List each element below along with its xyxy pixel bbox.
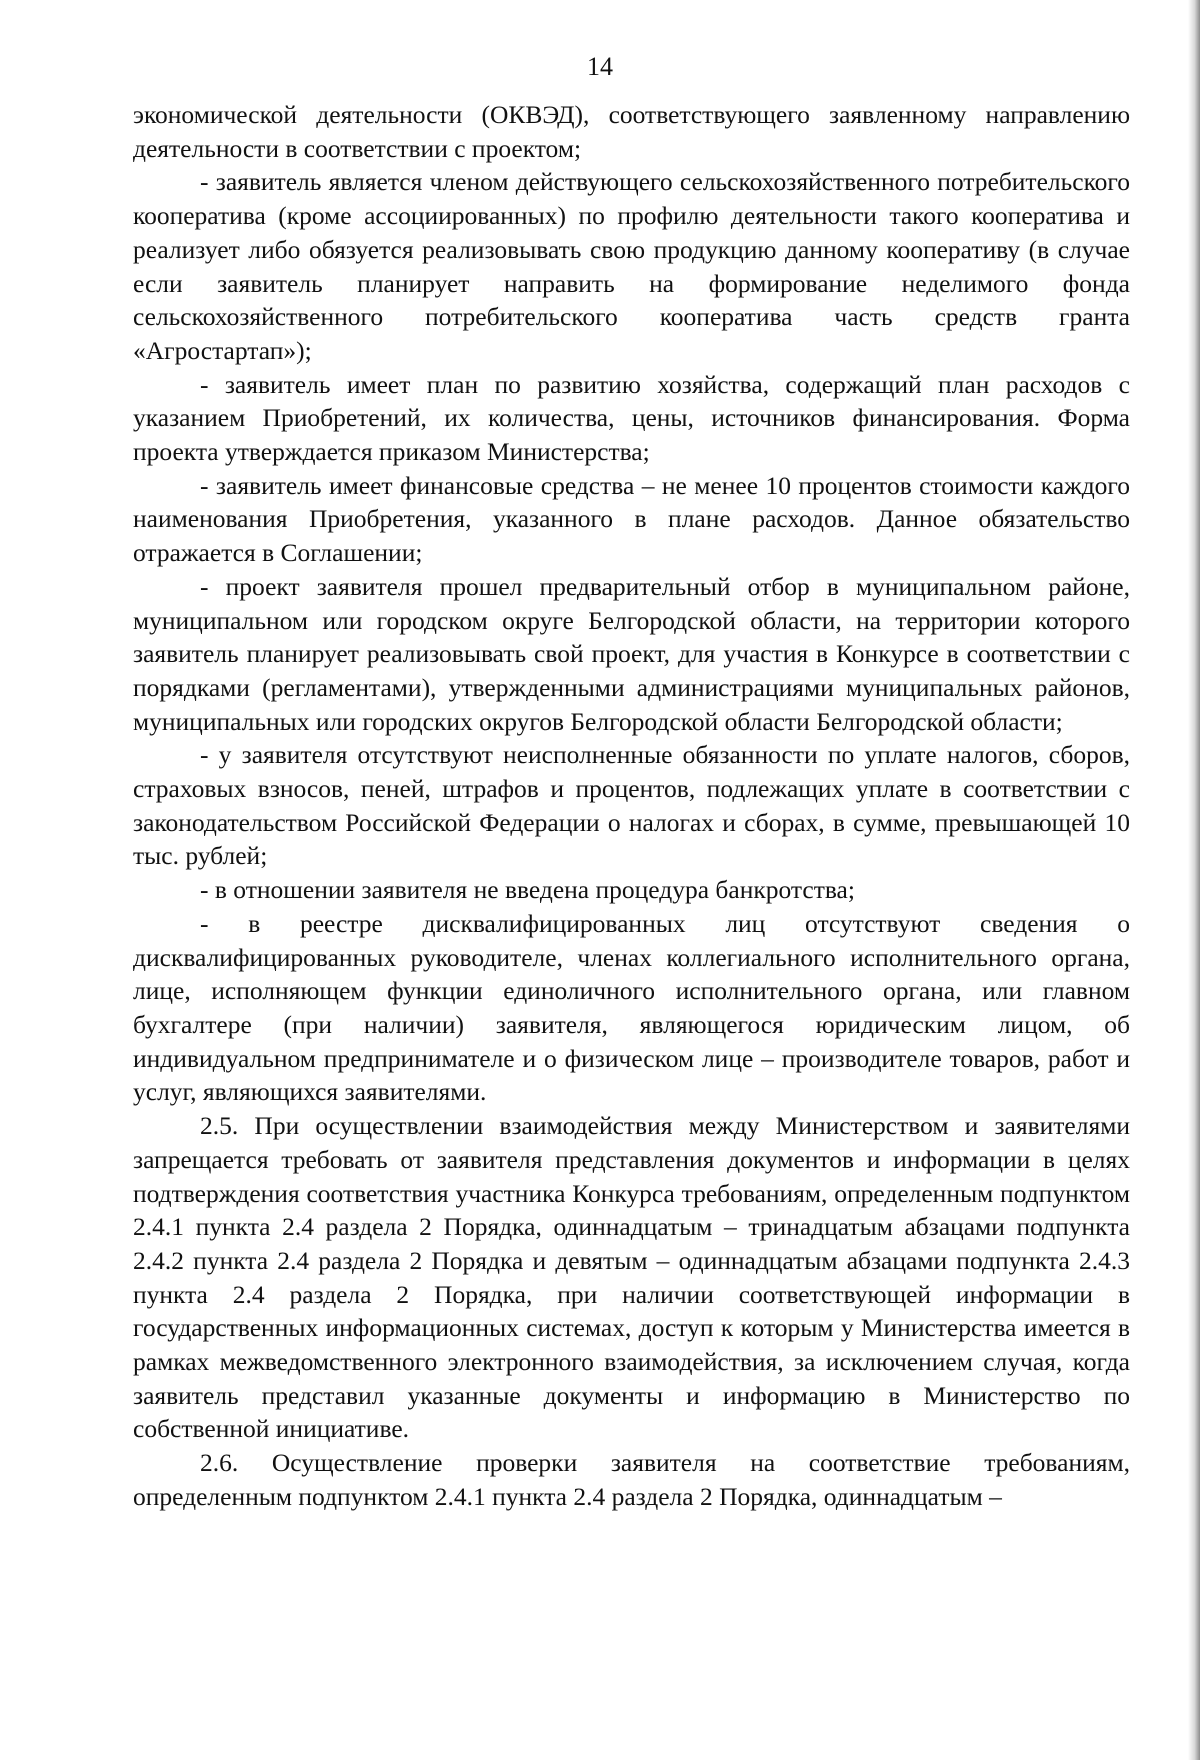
document-body (133, 98, 1130, 1514)
paragraph-section-2-6: 2.6. Осуществление проверки заявителя на соответствие требованиям, определенным подпунктом 2.4.1 пункта 2.4 раздела 2 Порядка, одиннадцатым – (133, 1448, 1130, 1511)
paragraph-section-2-5: 2.5. При осуществлении взаимодействия между Министерством и заявителями запрещается требовать от заявителя представления документов и информации в целях подтверждения соответствия участника Конкурса требованиям, определенным подпунктом 2.4.1 пункта 2.4 раздела 2 Порядка, одиннадцатым – тринадцатым абзацами подпункта 2.4.2 пункта 2.4 раздела 2 Порядка и девятым – одиннадцатым абзацами подпункта 2.4.3 пункта 2.4 раздела 2 Порядка, при наличии соответствующей информации в государственных информационных системах, доступ к которым у Министерства имеется в рамках межведомственного электронного взаимодействия, за исключением случая, когда заявитель представил указанные документы и информацию в Министерство по собственной инициативе. (133, 1111, 1130, 1444)
paragraph-preliminary-selection: - проект заявителя прошел предварительный отбор в муниципальном районе, муниципальном или городском округе Белгородской области, на территории которого заявитель планирует реализовывать свой проект, для участия в Конкурсе в соответствии с порядками (регламентами), утвержденными администрациями муниципальных районов, муниципальных или городских округов Белгородской области Белгородской области; (133, 571, 1130, 736)
paragraph-cooperative-member: - заявитель является членом действующего сельскохозяйственного потребительского кооператива (кроме ассоциированных) по профилю деятельности такого кооператива и реализует либо обязуется реализовывать свою продукцию данному кооперативу (в случае если заявитель планирует направить на формирование неделимого фонда сельскохозяйственного потребительского кооператива часть средств гранта «Агростартап»); (133, 167, 1130, 365)
paragraph-okved-continuation: экономической деятельности (ОКВЭД), соответствующего заявленному направлению деятельности в соответствии с проектом; (133, 100, 1130, 163)
scan-edge-shadow (1188, 0, 1200, 1760)
paragraph-tax-obligations: - у заявителя отсутствуют неисполненные обязанности по уплате налогов, сборов, страховых взносов, пеней, штрафов и процентов, подлежащих уплате в соответствии с законодательством Российской Федерации о налогах и сборах, в сумме, превышающей 10 тыс. рублей; (133, 740, 1130, 871)
page-number: 14 (587, 52, 613, 81)
paragraph-disqualified-registry: - в реестре дисквалифицированных лиц отсутствуют сведения о дисквалифицированных руководителе, членах коллегиального исполнительного органа, лице, исполняющем функции единоличного исполнительного органа, или главном бухгалтере (при наличии) заявителя, являющегося юридическим лицом, об индивидуальном предпринимателе и о физическом лице – производителе товаров, работ и услуг, являющихся заявителями. (133, 908, 1130, 1107)
paragraph-bankruptcy: - в отношении заявителя не введена процедура банкротства; (200, 875, 855, 905)
paragraph-own-funds: - заявитель имеет финансовые средства – не менее 10 процентов стоимости каждого наименования Приобретения, указанного в плане расходов. Данное обязательство отражается в Соглашении; (133, 470, 1130, 568)
paragraph-development-plan: - заявитель имеет план по развитию хозяйства, содержащий план расходов с указанием Приобретений, их количества, цены, источников финансирования. Форма проекта утверждается приказом Министерства; (133, 369, 1130, 467)
